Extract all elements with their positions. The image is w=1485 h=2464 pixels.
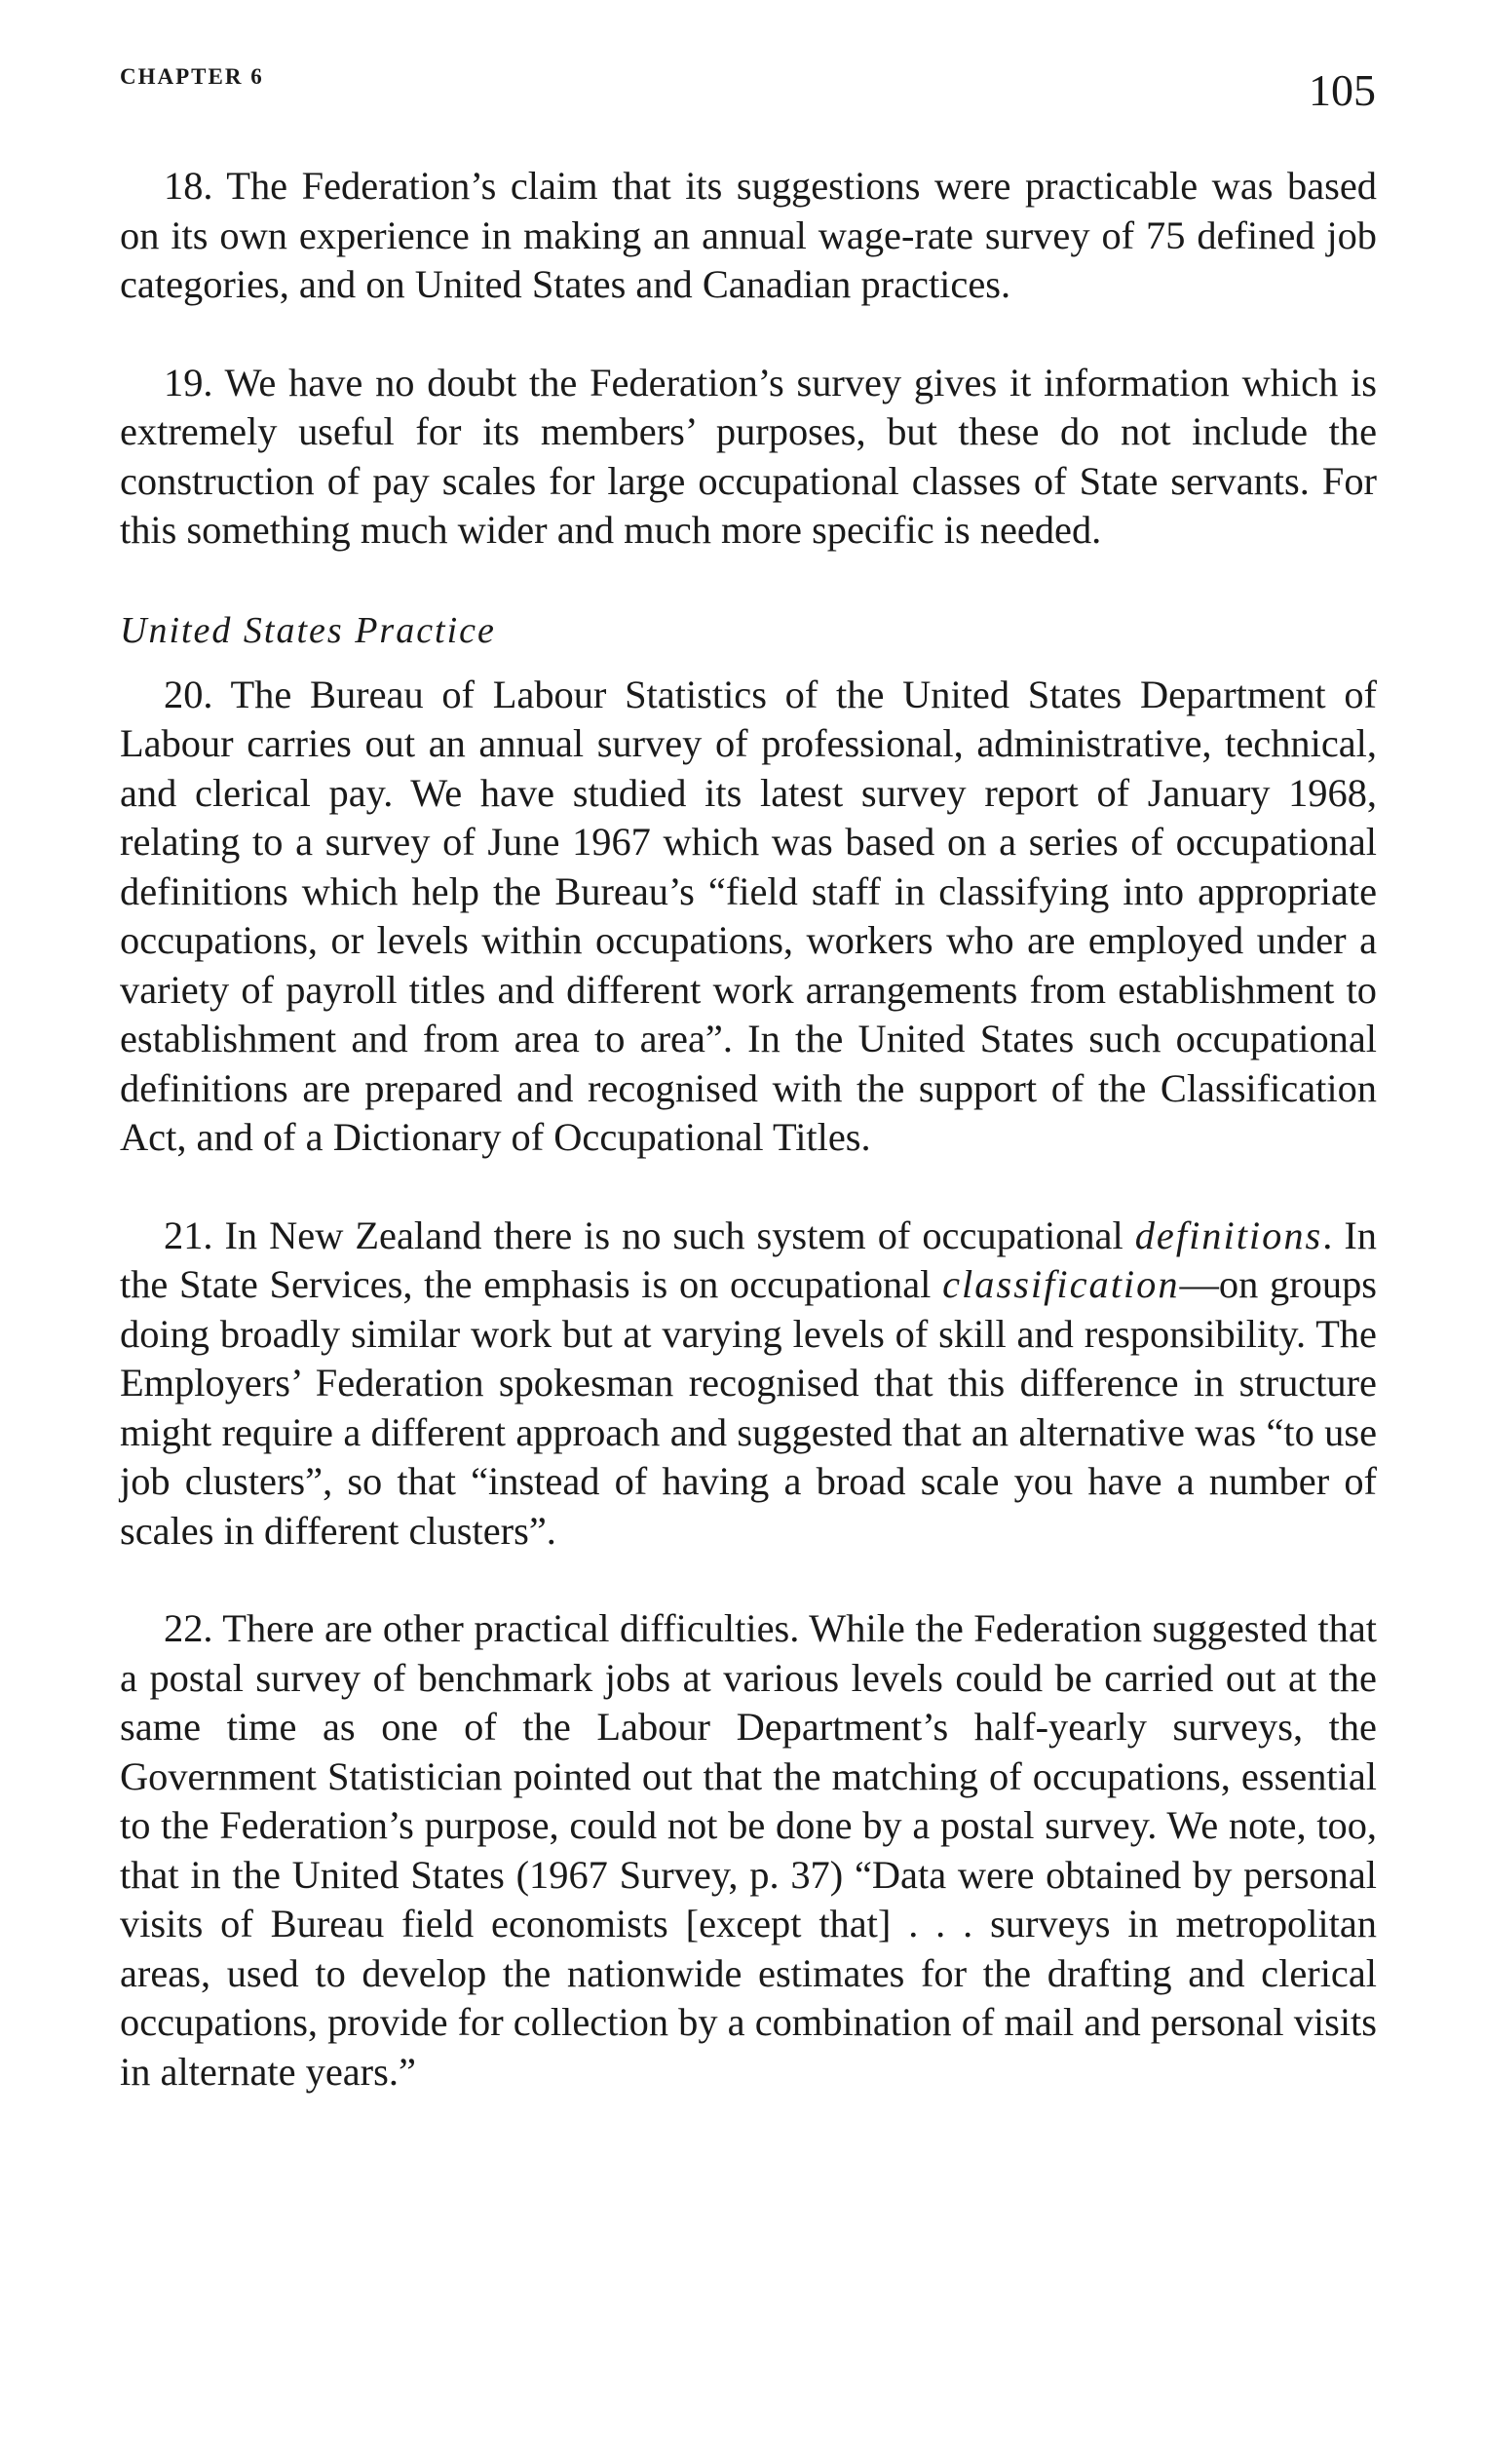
paragraph-21-italic-definitions: definitions bbox=[1134, 1213, 1323, 1257]
paragraph-21 bbox=[120, 1212, 1377, 1557]
paragraph-20: 20. The Bureau of Labour Statistics of the United States Department of Labour carries out an annual survey of professional, administrative, technical, and clerical pay. We have studied its latest survey report of January 1968, relating to a survey of June 1967 which was based on a series of occupational definitions which help the Bureau’s “field staff in classifying into appropriate occupations, or levels within occupations, workers who are employed under a variety of payroll titles and different work arrangements from establishment to establishment and from area to area”. In the United States such occupational definitions are prepared and recognised with the support of the Classification Act, and of a Dictionary of Occupational Titles. bbox=[120, 672, 1377, 1159]
paragraph-21-part-2: . In the State Services, the emphasis is on occupational bbox=[120, 1213, 1378, 1306]
page-body bbox=[120, 162, 1377, 2097]
running-head: CHAPTER 6 bbox=[120, 64, 264, 89]
paragraph-19: 19. We have no doubt the Federation’s survey gives it information which is extremely useful for its members’ purposes, but these do not include the construction of pay scales for large occupational classes of State servants. For this something much wider and much more specific is needed. bbox=[120, 360, 1377, 552]
page-number: 105 bbox=[1309, 65, 1376, 115]
paragraph-21-part-3: —on groups doing broadly similar work but at varying levels of skill and responsibility. The Employers’ Federation spokesman recognised that this difference in structure might require a different approach and suggested that an alternative was “to use job clusters”, so that “instead of having a broad scale you have a number of scales in different clusters”. bbox=[120, 1262, 1377, 1553]
paragraph-22: 22. There are other practical difficulties. While the Federation suggested that a postal survey of benchmark jobs at various levels could be carried out at the same time as one of the Labour Department’s half-yearly surveys, the Government Statistician pointed out that the matching of occupations, essential to the Federation’s purpose, could not be done by a postal survey. We note, too, that in the United States (1967 Survey, p. 37) “Data were obtained by personal visits of Bureau field economists [except that] . . . surveys in metropolitan areas, used to develop the nationwide estimates for the drafting and clerical occupations, provide for collection by a combination of mail and personal visits in alternate years.” bbox=[120, 1606, 1377, 2094]
section-heading: United States Practice bbox=[120, 609, 496, 651]
paragraph-21-italic-classification: classification bbox=[942, 1262, 1180, 1306]
paragraph-21-part-1: 21. In New Zealand there is no such system of occupational bbox=[164, 1213, 1135, 1257]
paragraph-18: 18. The Federation’s claim that its suggestions were practicable was based on its own experience in making an annual wage-rate survey of 75 defined job categories, and on United States and Canadian practices. bbox=[120, 164, 1377, 306]
